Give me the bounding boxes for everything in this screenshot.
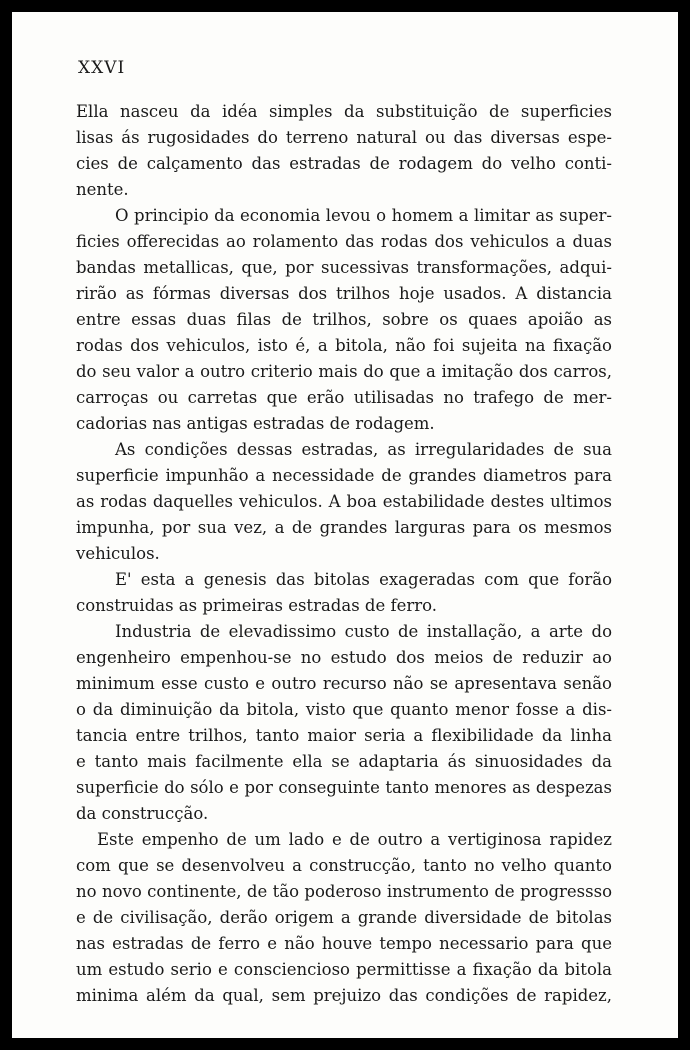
text-line: construidas as primeiras estradas de ferro. (76, 596, 438, 615)
text-line: O principio da economia levou o homem a limitar as super- (115, 206, 612, 225)
text-line: nente. (76, 180, 129, 199)
text-line: um estudo serio e consciencioso permittisse a fixação da bitola (76, 960, 612, 979)
text-line: da construcção. (76, 804, 209, 823)
text-line: tancia entre trilhos, tanto maior seria a flexibilidade da linha (76, 726, 612, 745)
text-line: impunha, por sua vez, a de grandes larguras para os mesmos (76, 518, 612, 537)
text-line: Ella nasceu da idéa simples da substituição de superficies (76, 102, 612, 121)
text-line: lisas ás rugosidades do terreno natural ou das diversas espe- (76, 128, 612, 147)
text-line: o da diminuição da bitola, visto que quanto menor fosse a dis- (76, 700, 612, 719)
text-line: Este empenho de um lado e de outro a vertiginosa rapidez (97, 830, 612, 849)
text-line: As condições dessas estradas, as irregularidades de sua (115, 440, 612, 459)
text-line: vehiculos. (76, 544, 160, 563)
text-line: do seu valor a outro criterio mais do que a imitação dos carros, (76, 362, 612, 381)
text-line: engenheiro empenhou-se no estudo dos meios de reduzir ao (76, 648, 612, 667)
text-line: ficies offerecidas ao rolamento das rodas dos vehiculos a duas (76, 232, 612, 251)
text-line: as rodas daquelles vehiculos. A boa estabilidade destes ultimos (76, 492, 612, 511)
text-line: nas estradas de ferro e não houve tempo necessario para que (76, 934, 612, 953)
text-line: bandas metallicas, que, por sucessivas transformações, adqui- (76, 258, 612, 277)
text-line: rirão as fórmas diversas dos trilhos hoje usados. A distancia (76, 284, 612, 303)
text-line: entre essas duas filas de trilhos, sobre os quaes apoião as (76, 310, 612, 329)
text-line: Industria de elevadissimo custo de installação, a arte do (115, 622, 612, 641)
text-line: no novo continente, de tão poderoso instrumento de progressso (76, 882, 612, 901)
book-page (12, 12, 678, 1038)
text-line: minima além da qual, sem prejuizo das condições de rapidez, (76, 986, 612, 1005)
text-line: minimum esse custo e outro recurso não se apresentava senão (76, 674, 612, 693)
text-line: superficie impunhão a necessidade de grandes diametros para (76, 466, 612, 485)
text-line: e tanto mais facilmente ella se adaptaria ás sinuosidades da (76, 752, 612, 771)
text-line: E' esta a genesis das bitolas exageradas com que forão (115, 570, 612, 589)
text-line: superficie do sólo e por conseguinte tanto menores as despezas (76, 778, 612, 797)
text-line: cies de calçamento das estradas de rodagem do velho conti- (76, 154, 612, 173)
text-line: carroças ou carretas que erão utilisadas no trafego de mer- (76, 388, 612, 407)
text-line: com que se desenvolveu a construcção, tanto no velho quanto (76, 856, 612, 875)
page-number: XXVI (78, 58, 126, 78)
text-line: cadorias nas antigas estradas de rodagem. (76, 414, 435, 433)
text-line: rodas dos vehiculos, isto é, a bitola, não foi sujeita na fixação (76, 336, 612, 355)
text-line: e de civilisação, derão origem a grande diversidade de bitolas (76, 908, 612, 927)
